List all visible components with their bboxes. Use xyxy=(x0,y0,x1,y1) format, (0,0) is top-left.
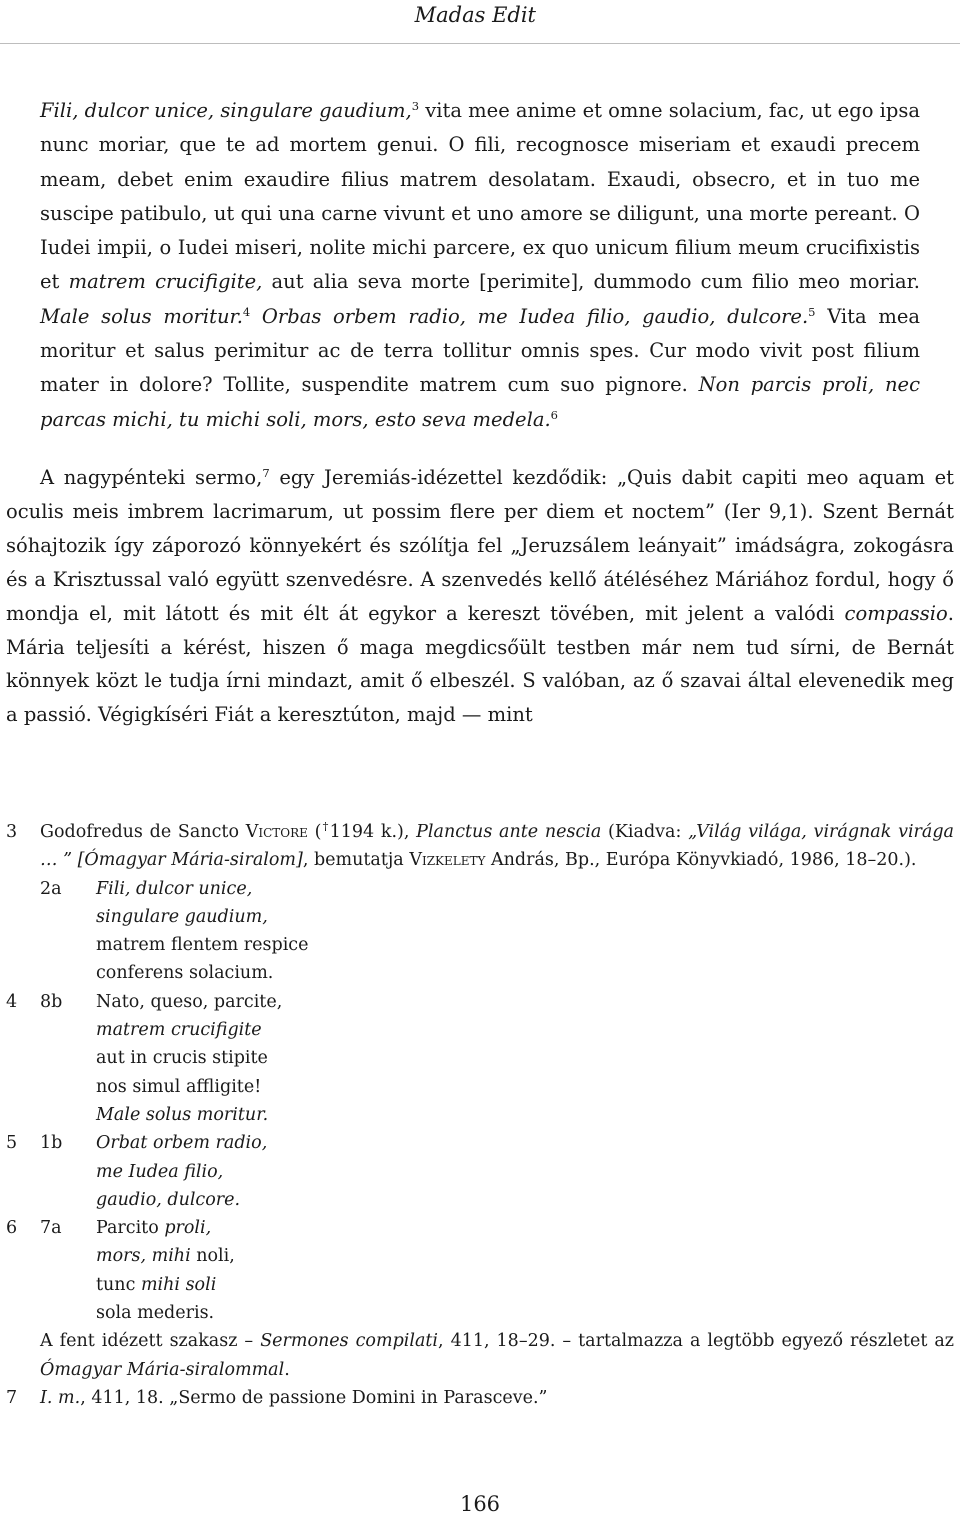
verse-text: matrem crucifigite xyxy=(96,1020,262,1041)
fn3-text-a: Godofredus de Sancto xyxy=(40,822,246,842)
verse-line xyxy=(0,1073,960,1101)
verse-text: Male solus moritur. xyxy=(96,1104,269,1125)
stanza-label: 8b xyxy=(40,991,63,1012)
quote-italic-1: Fili, dulcor unice, singulare gaudium, xyxy=(40,99,412,122)
verse-text: sola mederis. xyxy=(96,1303,215,1324)
verse-line xyxy=(0,903,960,931)
fn3-text-h: András, Bp., Európa Könyvkiadó, 1986, 18–20.). xyxy=(485,850,917,871)
verse-line xyxy=(0,1271,960,1299)
fn3-title-italic: Planctus ante nescia xyxy=(416,822,602,842)
header-rule xyxy=(0,43,960,44)
fn3-editor-smallcaps: Vizkelety xyxy=(409,850,486,871)
verse-text: nos simul affligite! xyxy=(96,1076,262,1097)
body-italic-compassio: compassio xyxy=(844,601,948,625)
fn6-text-c: , 411, 18–29. – tartalmazza a legtöbb egyező részletet az xyxy=(438,1331,954,1352)
verse-line xyxy=(0,931,960,959)
verse-line xyxy=(0,988,960,1016)
latin-quotation xyxy=(40,94,920,437)
verse-line xyxy=(0,1016,960,1044)
verse-footnote-number: 4 xyxy=(6,991,18,1012)
fn6-title-italic-2: Ómagyar Mária-siralommal xyxy=(40,1359,285,1380)
verse-text-plain: noli, xyxy=(190,1246,235,1267)
running-header xyxy=(0,0,960,44)
verse-line xyxy=(0,1242,960,1270)
fn6-text-e: . xyxy=(284,1359,290,1380)
fn7-ibid-italic: I. m. xyxy=(40,1387,81,1408)
verse-line xyxy=(0,1186,960,1214)
verse-line xyxy=(0,1129,960,1157)
footnote-number: 7 xyxy=(6,1387,18,1408)
footnotes xyxy=(0,818,960,1412)
body-text-1: A nagypénteki sermo, xyxy=(40,466,263,489)
stanza-label: 2a xyxy=(40,878,62,899)
quote-italic-8: Non parcis proli, nec parcas michi, tu michi soli, mors, esto seva medela. xyxy=(40,373,920,431)
quote-text-7: Vita mea moritur et salus perimitur ac de terra tollitur omnis spes. Cur modo vivit post filium mater in dolore? Tollite, suspendite matrem cum suo pignore. xyxy=(40,304,920,397)
verse-text: aut in crucis stipite xyxy=(96,1048,268,1069)
verse-text-plain: tunc xyxy=(96,1274,141,1295)
verse-text: Orbat orbem radio, xyxy=(96,1133,268,1154)
body-text-2: egy Jeremiás-idézettel kezdődik: „Quis dabit capiti meo aquam et oculis meis imbrem lacrimarum, ut possim flere per diem et noctem” (Ier 9,1). Szent Bernát sóhajtozik így záporozó könnyekért és szólítja fel „Jeruzsálem leányait” imádságra, zokogásra és a Krisztussal való együtt szenvedésre. A szenvedés kellő átéléséhez Máriához fordul, hogy ő mondja el, mit látott és mit élt át egykor a kereszt tövében, mit jelent a valódi xyxy=(6,466,954,625)
verse-line xyxy=(0,1214,960,1242)
verse-text: Nato, queso, parcite, xyxy=(96,991,283,1012)
verse-text: conferens solacium. xyxy=(96,963,274,984)
verse-footnote-number: 5 xyxy=(6,1133,18,1154)
verse-text-italic: mihi soli xyxy=(140,1274,217,1295)
page-number: 166 xyxy=(459,1492,501,1516)
fn3-edition-italic: „Világ világa, virágnak virága … ” [Ómagyar Mária-siralom] xyxy=(40,822,954,871)
verse-footnote-number: 6 xyxy=(6,1218,18,1239)
body-text-4: . Mária teljesíti a kérést, hiszen ő maga megdicsőült testben már nem tud sírni, de Bernát könnyek közt le tudja írni mindazt, amit ő elbeszél. S valóban, az ő szavai által elevenedik meg a passió. Végigkíséri Fiát a keresztúton, majd — mint xyxy=(6,601,954,727)
verse-text-italic: proli, xyxy=(164,1218,212,1239)
verse-line xyxy=(0,1158,960,1186)
running-head-author: Madas Edit xyxy=(414,3,536,27)
quote-italic-3: matrem crucifigite, xyxy=(68,270,263,294)
fn7-text: , 411, 18. „Sermo de passione Domini in Parasceve.” xyxy=(80,1387,548,1408)
fn3-text-g: , bemutatja xyxy=(302,850,410,871)
verse-line xyxy=(0,875,960,903)
verse-text-plain: Parcito xyxy=(96,1218,165,1239)
footnote-text xyxy=(40,1327,954,1384)
quote-text-2: vita mee anime et omne solacium, fac, ut ego ipsa nunc moriar, que te ad mortem genui. O fili, recognosce miseriam et exaudi precem meam, debet enim exaudire filius matrem desolatam. Exaudi, obsecro, et in tuo me suscipe patibulo, ut qui una carne vivunt et uno amore se diligunt, una morte pereant. O Iudei impii, o Iudei miseri, nolite michi parcere, ex quo unicum filium meum crucifixistis et xyxy=(40,99,920,294)
footnote-ref-4[interactable]: 4 xyxy=(242,304,251,319)
verse-text xyxy=(96,1242,235,1270)
verse-text: matrem flentem respice xyxy=(96,935,309,956)
verse-line xyxy=(0,1101,960,1129)
verse-text-italic: mors, mihi xyxy=(96,1246,191,1267)
verse-text: singulare gaudium, xyxy=(96,906,268,927)
verse-line xyxy=(0,1044,960,1072)
footnote-ref-3[interactable]: 3 xyxy=(411,99,420,113)
verse-line xyxy=(0,959,960,987)
footnote-ref-7[interactable]: 7 xyxy=(262,466,270,480)
fn6-text-a: A fent idézett szakasz – xyxy=(40,1331,261,1352)
fn3-text-b: ( xyxy=(307,822,322,842)
fn3-text-e: (Kiadva: xyxy=(601,822,689,842)
verse-line xyxy=(0,1299,960,1327)
footnote-ref-6[interactable]: 6 xyxy=(550,407,558,422)
verse-text: gaudio, dulcore. xyxy=(96,1189,241,1210)
footnote-text xyxy=(40,818,954,875)
stanza-label: 1b xyxy=(40,1133,63,1154)
body-paragraph xyxy=(6,461,954,732)
footnote-ref-5[interactable]: 5 xyxy=(808,304,816,319)
verse-text xyxy=(96,1214,211,1242)
fn3-author-smallcaps: Victore xyxy=(245,822,308,842)
quote-text-4: aut alia seva morte [perimite], dummodo cum filio meo moriar. xyxy=(262,270,921,294)
verse-text xyxy=(96,1271,216,1299)
stanza-label: 7a xyxy=(40,1218,62,1239)
fn3-text-c: 1194 k.), xyxy=(329,822,417,842)
footnote-6-continuation xyxy=(0,1327,960,1384)
footnote-text xyxy=(40,1384,954,1412)
quote-italic-5: Male solus moritur. xyxy=(40,304,243,328)
footnote-3 xyxy=(0,818,960,875)
fn6-title-italic: Sermones compilati xyxy=(260,1331,439,1352)
footnote-number: 3 xyxy=(6,822,18,842)
verse-text: Fili, dulcor unice, xyxy=(96,878,253,899)
dagger-mark: † xyxy=(321,819,330,833)
footnote-7 xyxy=(0,1384,960,1412)
quote-italic-6: Orbas orbem radio, me Iudea filio, gaudio, dulcore. xyxy=(250,304,809,328)
verse-text: me Iudea filio, xyxy=(96,1161,224,1182)
